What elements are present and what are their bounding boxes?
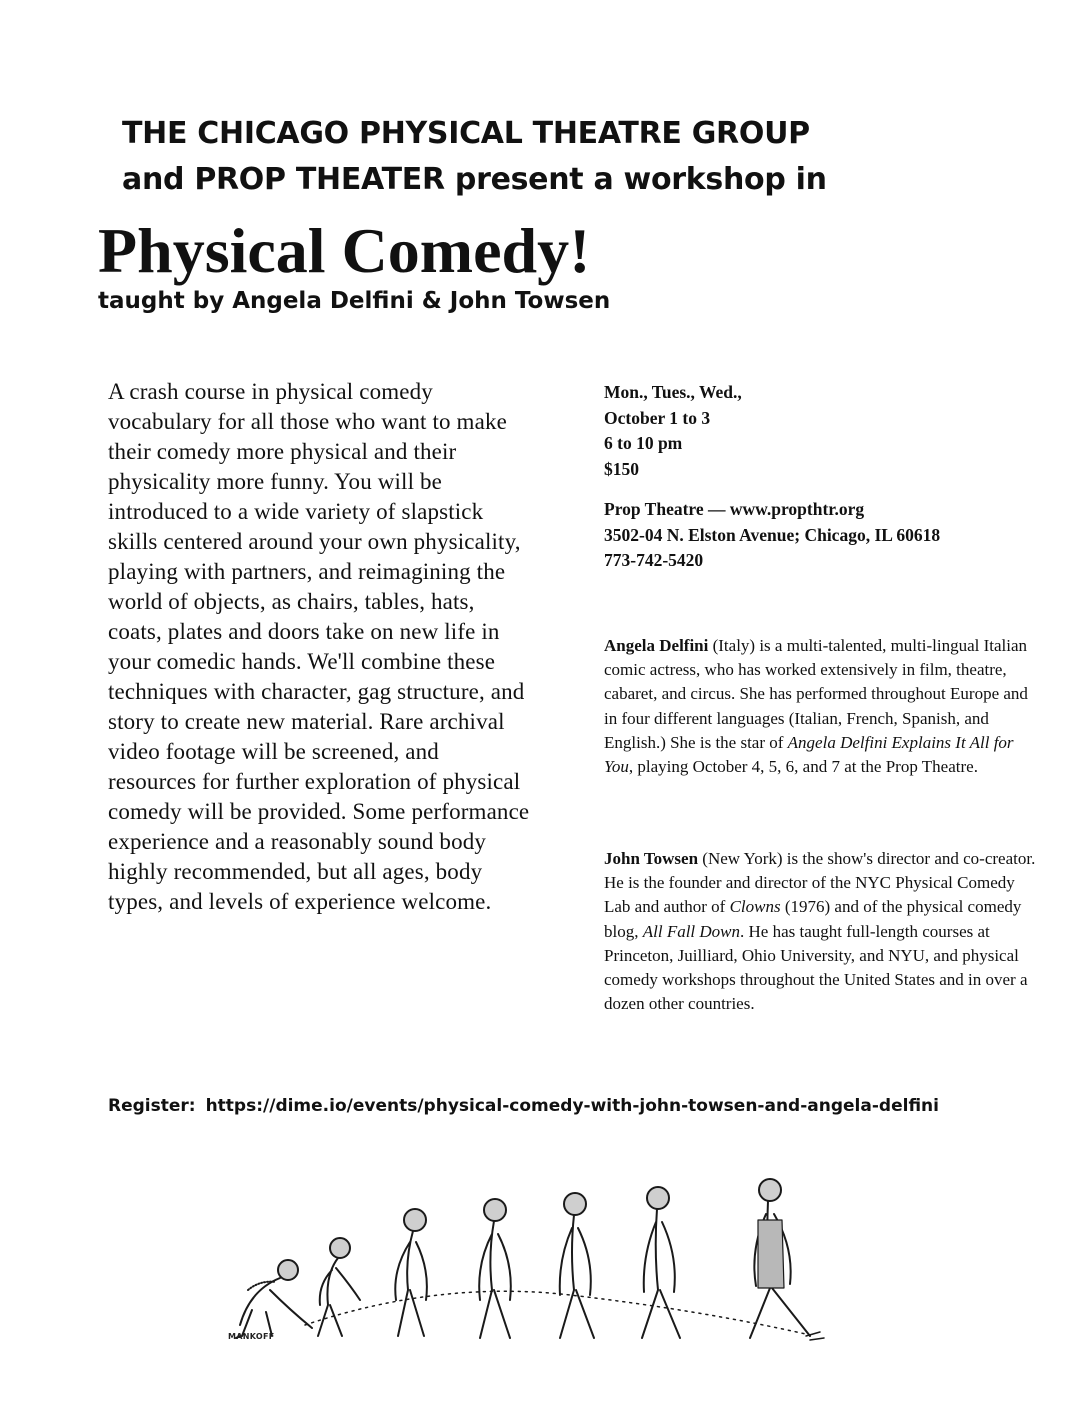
presenter-line-1: THE CHICAGO PHYSICAL THEATRE GROUP [122, 116, 810, 151]
figure-ape-2 [318, 1238, 360, 1336]
bio-john-text-2: (1976) and of the physical comedy blog, [604, 897, 1022, 941]
instructors-byline: taught by Angela Delfini & John Towsen [98, 288, 611, 314]
venue-address: 3502-04 N. Elston Avenue; Chicago, IL 60618 [604, 524, 941, 545]
register-url-link[interactable]: https://dime.io/events/physical-comedy-with-john-towsen-and-angela-delfini [205, 1096, 939, 1116]
bio-angela-show-title: Angela Delfini Explains It All for You [604, 732, 1014, 777]
workshop-description: A crash course in physical comedy vocabulary for all those who want to make their comedy more physical and their physicality more funny. You will be introduced to a wide variety of slapstick skills centered around your own physicality, playing with partners, and reimagining the world of objects, as chairs, tables, hats, coats, plates and doors take on new life in your comedic hands. We'll combine these techniques with character, gag structure, and story to create new material. Rare archival video footage will be screened, and resources for further exploration of physical comedy will be provided. Some performance experience and a reasonably sound body highly recommended, but all ages, body types, and levels of experience welcome. [108, 379, 530, 914]
venue-phone: 773-742-5420 [604, 550, 704, 570]
bio-john-text-3: . He has taught full-length courses at Princeton, Juilliard, Ohio University, and NYU, and physical comedy workshops throughout the United States and in over a dozen other countries. [604, 921, 1028, 1014]
bio-john-text-1: (New York) is the show's director and co-creator. He is the founder and director of the NYC Physical Comedy Lab and author of [604, 849, 1036, 917]
figure-primate-3 [395, 1209, 427, 1336]
figure-hominid-5 [560, 1193, 594, 1338]
bio-angela-name: Angela Delfini [604, 636, 709, 655]
figure-hominid-6 [642, 1187, 680, 1338]
register-line [108, 1094, 939, 1118]
figure-hominid-4 [479, 1199, 511, 1338]
schedule-price: $150 [604, 458, 639, 479]
bio-john-towsen [604, 847, 1044, 1016]
artist-signature: MANKOFF [228, 1332, 275, 1341]
venue-name-link[interactable]: Prop Theatre — www.propthtr.org [604, 499, 865, 519]
schedule-block [604, 380, 1054, 482]
bio-john-name: John Towsen [604, 849, 699, 868]
workshop-title: Physical Comedy! [98, 215, 591, 286]
venue-block [604, 497, 1054, 574]
figure-ape-1 [236, 1260, 312, 1338]
schedule-days: Mon., Tues., Wed., [604, 382, 742, 402]
bio-angela-text-1: (Italy) is a multi-talented, multi-lingual Italian comic actress, who has worked extensively in film, theatre, cabaret, and circus. She has performed throughout Europe and in four different languages (Italian, French, Spanish, and English.) She is the star of [604, 636, 1028, 752]
figure-human-7 [750, 1179, 824, 1340]
bio-john-blog-title: All Fall Down [642, 921, 741, 941]
march-of-progress-illustration [210, 1160, 840, 1350]
schedule-dates: October 1 to 3 [604, 407, 711, 428]
register-label: Register: [108, 1096, 196, 1116]
presenter-line-2: and PROP THEATER present a workshop in [122, 162, 827, 197]
schedule-time: 6 to 10 pm [604, 433, 683, 453]
bio-angela-text-2: , playing October 4, 5, 6, and 7 at the Prop Theatre. [628, 757, 978, 777]
bio-angela-delfini [604, 634, 1044, 779]
bio-john-book-title: Clowns [729, 897, 781, 917]
